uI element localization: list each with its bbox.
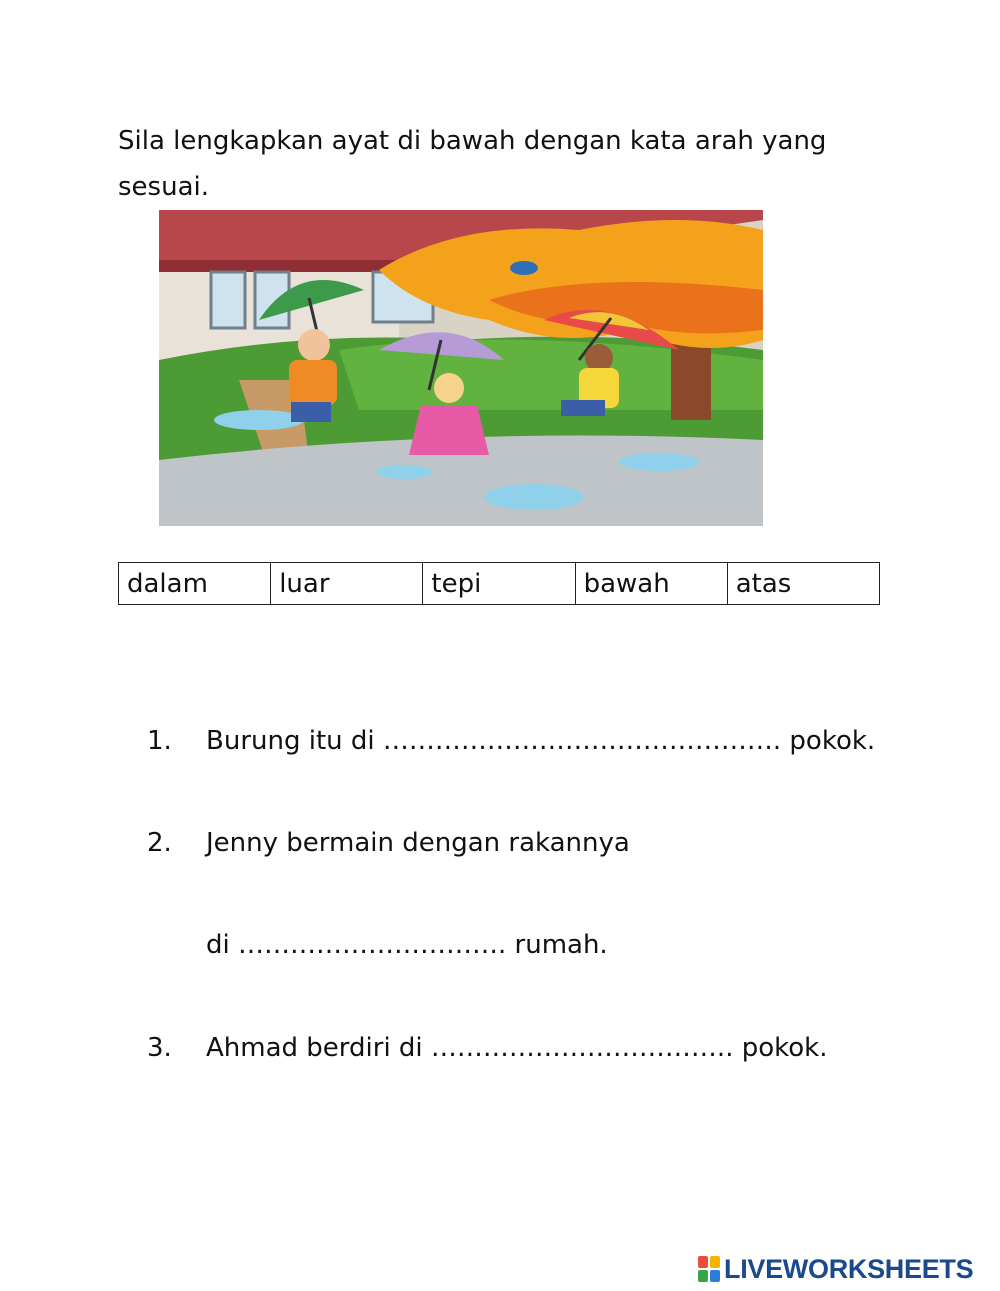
girl-body xyxy=(409,405,489,455)
question-text[interactable]: Ahmad berdiri di …………………………….. pokok. xyxy=(206,1033,828,1063)
bird xyxy=(510,261,538,275)
word-bank-cell: tepi xyxy=(423,563,575,605)
puddle-3 xyxy=(619,453,699,471)
puddle-2 xyxy=(484,484,584,510)
boy-left-head xyxy=(298,329,330,361)
liveworksheets-logo xyxy=(698,1254,973,1284)
question-2-continuation[interactable]: di …………………………. rumah. xyxy=(206,930,608,960)
question-number: 1. xyxy=(147,726,172,756)
question-number: 2. xyxy=(147,828,172,858)
logo-text: LIVEWORKSHEETS xyxy=(724,1253,974,1284)
boy-right-head xyxy=(585,344,613,372)
rainy-day-illustration xyxy=(159,210,763,526)
question-3 xyxy=(147,1031,828,1065)
puddle-1 xyxy=(214,410,304,430)
question-text[interactable]: Burung itu di ………………………………………. pokok. xyxy=(206,726,876,756)
girl-head xyxy=(434,373,464,403)
instruction-text: Sila lengkapkan ayat di bawah dengan kata arah yang sesuai. xyxy=(118,126,827,202)
window-left xyxy=(211,272,245,328)
question-text: Jenny bermain dengan rakannya xyxy=(206,828,630,858)
puddle-4 xyxy=(376,465,432,479)
word-bank-table xyxy=(118,562,880,605)
question-2 xyxy=(147,826,630,860)
word-bank-cell: dalam xyxy=(119,563,271,605)
boy-left-body xyxy=(289,360,337,405)
word-bank-cell: luar xyxy=(271,563,423,605)
logo-blocks-icon xyxy=(698,1256,720,1282)
question-number: 3. xyxy=(147,1033,172,1063)
word-bank-cell: bawah xyxy=(575,563,727,605)
question-1 xyxy=(147,724,875,758)
word-bank-cell: atas xyxy=(727,563,879,605)
